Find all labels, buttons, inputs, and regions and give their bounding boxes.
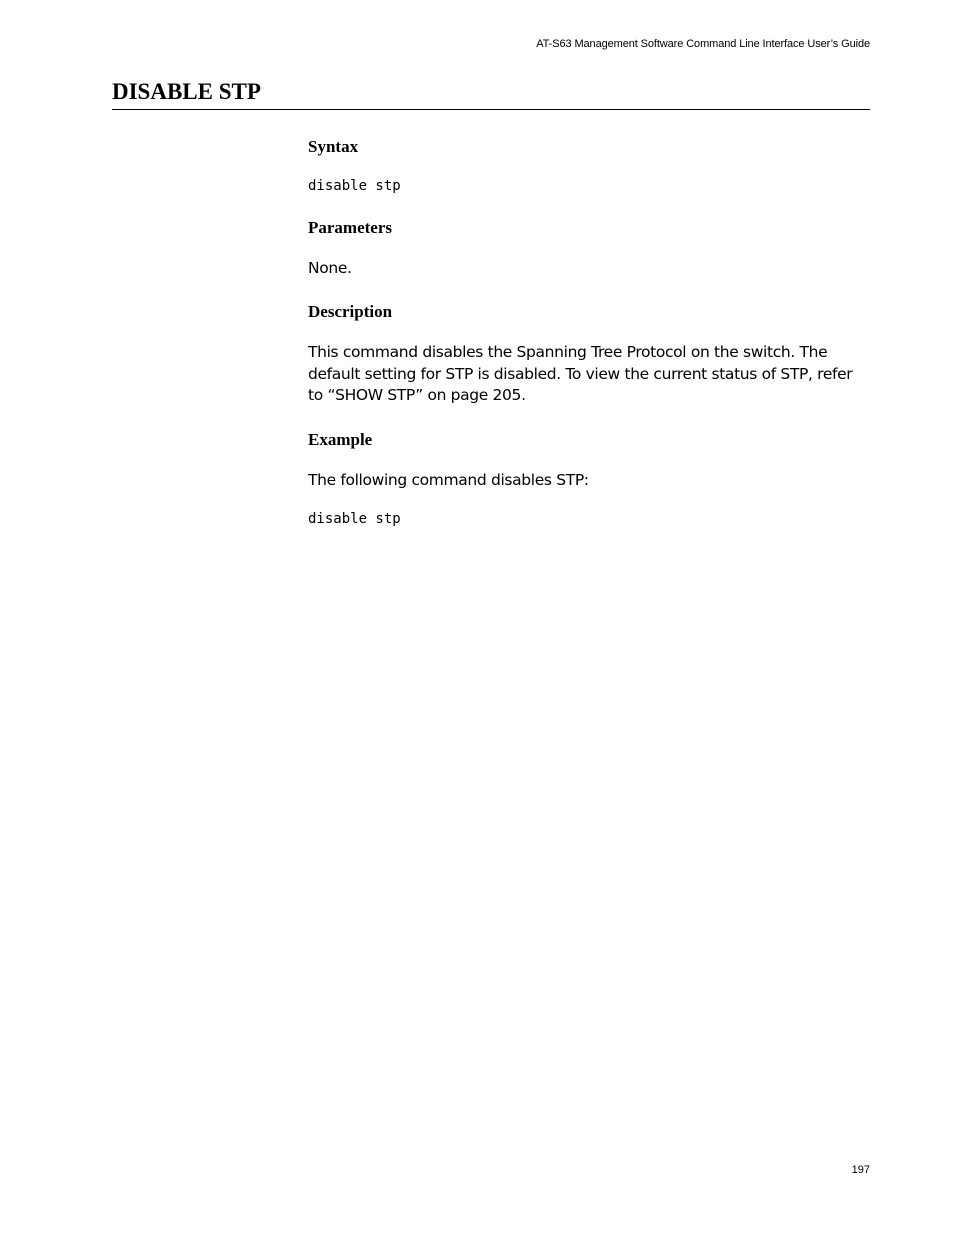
syntax-heading: Syntax [308, 137, 359, 156]
example-text: The following command disables STP: [308, 471, 589, 489]
description-heading: Description [308, 302, 393, 321]
page-title: DISABLE STP [112, 79, 261, 104]
running-header: AT-S63 Management Software Command Line Interface User’s Guide [536, 38, 870, 50]
parameters-heading: Parameters [308, 218, 393, 237]
page-number: 197 [851, 1164, 870, 1176]
title-divider [112, 109, 870, 110]
parameters-text: None. [308, 259, 352, 277]
example-heading: Example [308, 430, 373, 449]
syntax-code: disable stp [308, 178, 401, 194]
description-text: This command disables the Spanning Tree Protocol on the switch. The default setting for STP is disabled. To view the current status of STP, refer to “SHOW STP” on page 205. [308, 343, 853, 404]
example-code: disable stp [308, 511, 401, 527]
